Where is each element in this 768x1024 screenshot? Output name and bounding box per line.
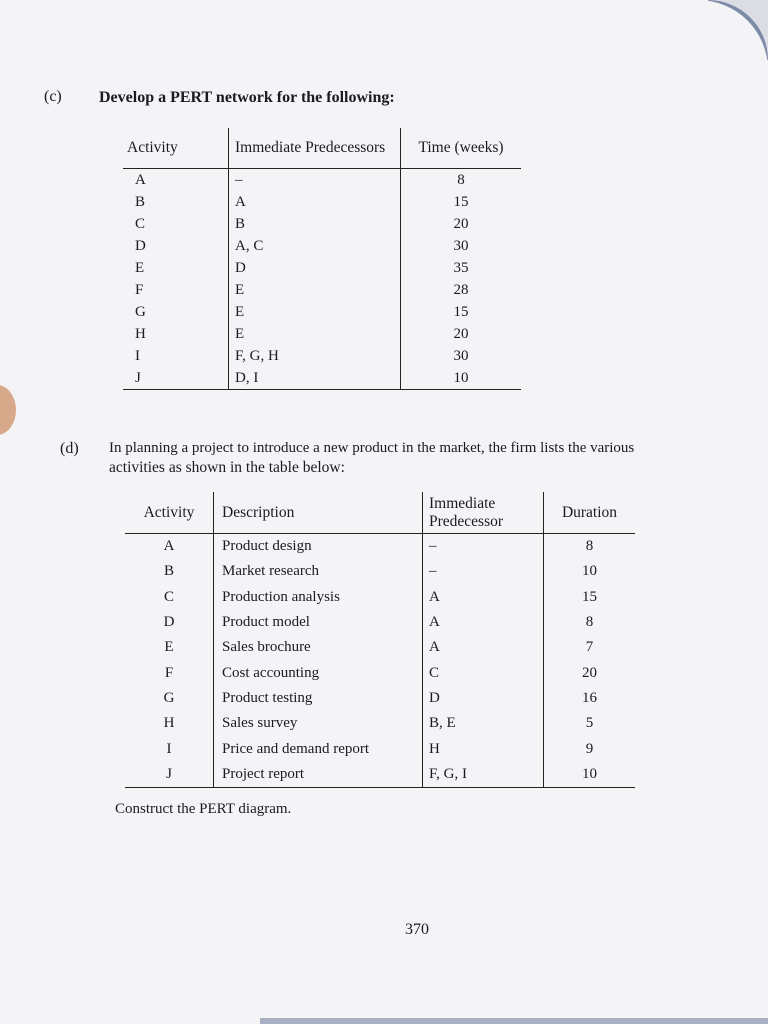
- time-cell: 20: [401, 213, 522, 235]
- time-cell: 10: [401, 367, 522, 390]
- duration-cell: 9: [544, 736, 636, 761]
- predecessor-cell: B: [229, 213, 401, 235]
- table-row: [123, 279, 521, 301]
- duration-cell: 10: [544, 762, 636, 788]
- predecessor-cell: A: [423, 585, 544, 610]
- time-cell: 28: [401, 279, 522, 301]
- time-cell: 30: [401, 345, 522, 367]
- section-c-label: (c): [44, 88, 62, 105]
- predecessor-cell: F, G, I: [423, 762, 544, 788]
- activity-cell: B: [163, 563, 174, 580]
- description-cell: Project report: [214, 762, 423, 788]
- table-d-header-duration: Duration: [544, 492, 636, 534]
- description-cell: Product model: [214, 610, 423, 635]
- predecessor-cell: D: [229, 257, 401, 279]
- table-row: [123, 367, 521, 390]
- predecessor-cell: E: [229, 279, 401, 301]
- table-row: [123, 345, 521, 367]
- activity-cell: E: [164, 639, 174, 656]
- section-d-intro-line1: In planning a project to introduce a new product in the market, the firm lists the various: [109, 440, 635, 456]
- description-cell: Price and demand report: [214, 736, 423, 761]
- predecessor-cell: A: [229, 191, 401, 213]
- predecessor-cell: A: [423, 635, 544, 660]
- time-cell: 30: [401, 235, 522, 257]
- table-row: [123, 169, 521, 192]
- table-d-header-predecessor: Immediate Predecessor: [423, 492, 544, 534]
- table-c: [123, 128, 521, 390]
- predecessor-cell: F, G, H: [229, 345, 401, 367]
- duration-cell: 15: [544, 585, 636, 610]
- section-d-label: (d): [60, 440, 79, 457]
- table-c-header-row: [123, 128, 521, 169]
- description-cell: Market research: [214, 559, 423, 584]
- table-c-header-predecessors: Immediate Predecessors: [229, 128, 401, 169]
- activity-cell: I: [166, 740, 172, 757]
- activity-cell: I: [135, 347, 140, 364]
- duration-cell: 7: [544, 635, 636, 660]
- activity-cell: J: [125, 762, 214, 788]
- activity-cell: G: [163, 689, 175, 706]
- table-row: [125, 635, 635, 660]
- table-row: [125, 585, 635, 610]
- predecessor-cell: –: [423, 534, 544, 560]
- activity-cell: F: [135, 281, 144, 298]
- activity-cell: F: [164, 664, 174, 681]
- description-cell: Sales survey: [214, 711, 423, 736]
- activity-cell: B: [135, 193, 146, 210]
- predecessor-cell: –: [229, 169, 401, 192]
- section-d-footer-note: Construct the PERT diagram.: [115, 801, 292, 817]
- description-cell: Product testing: [214, 686, 423, 711]
- table-row: [123, 301, 521, 323]
- activity-cell: E: [135, 259, 145, 276]
- duration-cell: 16: [544, 686, 636, 711]
- table-row: [125, 534, 635, 560]
- table-row: [123, 235, 521, 257]
- activity-cell: H: [163, 715, 175, 732]
- predecessor-cell: E: [229, 301, 401, 323]
- time-cell: 35: [401, 257, 522, 279]
- table-row: [125, 610, 635, 635]
- predecessor-cell: B, E: [423, 711, 544, 736]
- page-bottom-edge: [260, 1018, 768, 1024]
- duration-cell: 5: [544, 711, 636, 736]
- predecessor-cell: D, I: [229, 367, 401, 390]
- duration-cell: 8: [544, 610, 636, 635]
- time-cell: 20: [401, 323, 522, 345]
- activity-cell: C: [163, 588, 174, 605]
- table-row: [123, 191, 521, 213]
- predecessor-cell: A: [423, 610, 544, 635]
- activity-cell: A: [135, 171, 146, 188]
- time-cell: 8: [401, 169, 522, 192]
- table-c-header-activity: Activity: [123, 128, 229, 169]
- activity-cell: D: [135, 237, 146, 254]
- page-number: 370: [405, 921, 429, 938]
- table-row: [125, 711, 635, 736]
- activity-cell: J: [123, 367, 229, 390]
- table-row: [125, 660, 635, 685]
- table-c-header-time: Time (weeks): [401, 128, 522, 169]
- predecessor-cell: C: [423, 660, 544, 685]
- description-cell: Sales brochure: [214, 635, 423, 660]
- table-d-header-row: [125, 492, 635, 534]
- activity-cell: D: [163, 614, 175, 631]
- predecessor-cell: –: [423, 559, 544, 584]
- time-cell: 15: [401, 191, 522, 213]
- activity-cell: G: [135, 303, 146, 320]
- description-cell: Production analysis: [214, 585, 423, 610]
- table-row: [125, 686, 635, 711]
- table-row: [123, 323, 521, 345]
- table-row: [125, 762, 635, 788]
- section-d-intro-line2: activities as shown in the table below:: [109, 459, 345, 476]
- predecessor-cell: E: [229, 323, 401, 345]
- duration-cell: 20: [544, 660, 636, 685]
- predecessor-cell: H: [423, 736, 544, 761]
- table-d-header-activity: Activity: [125, 492, 214, 534]
- duration-cell: 10: [544, 559, 636, 584]
- table-d: [125, 492, 635, 788]
- table-row: [125, 736, 635, 761]
- duration-cell: 8: [544, 534, 636, 560]
- time-cell: 15: [401, 301, 522, 323]
- description-cell: Product design: [214, 534, 423, 560]
- activity-cell: C: [135, 215, 146, 232]
- section-c-title: Develop a PERT network for the following:: [99, 89, 395, 106]
- predecessor-cell: D: [423, 686, 544, 711]
- table-row: [123, 257, 521, 279]
- table-d-header-description: Description: [214, 492, 423, 534]
- activity-cell: A: [163, 538, 175, 555]
- activity-cell: H: [135, 325, 146, 342]
- predecessor-cell: A, C: [229, 235, 401, 257]
- table-row: [125, 559, 635, 584]
- table-row: [123, 213, 521, 235]
- description-cell: Cost accounting: [214, 660, 423, 685]
